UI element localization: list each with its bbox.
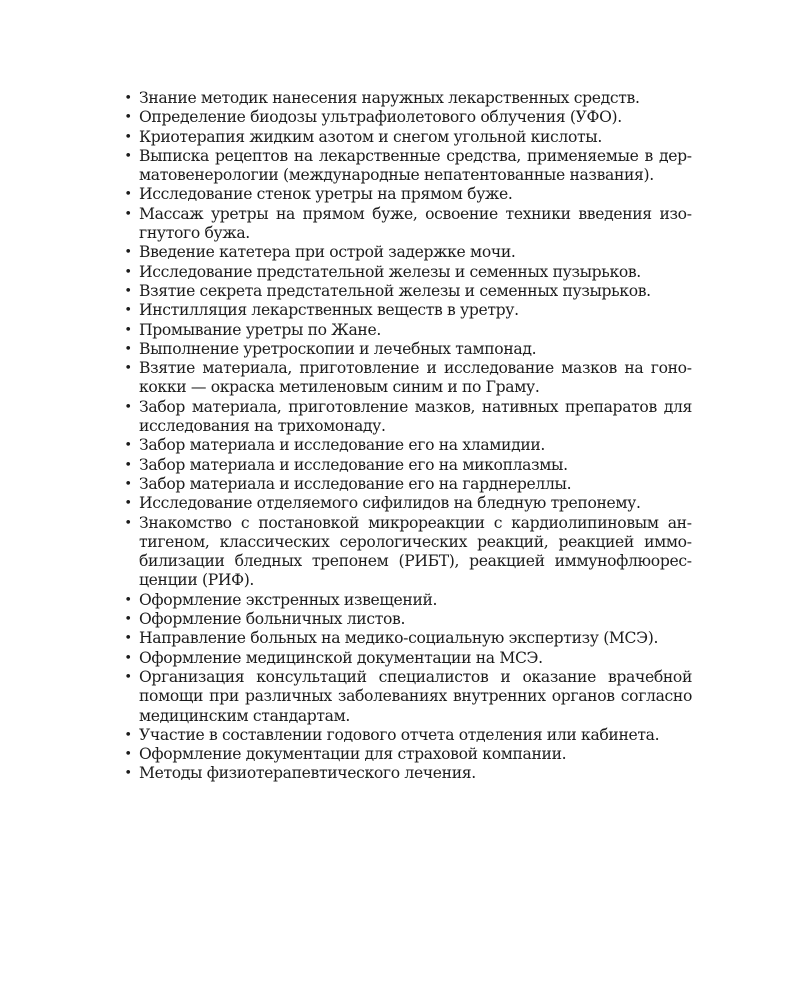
list-item bbox=[121, 514, 692, 591]
list-item-text: Взятие материала, приготовление и исследование мазков на гонококки — окраска метиленовым синим и по Граму. bbox=[139, 359, 692, 397]
list-item bbox=[121, 108, 692, 127]
list-item bbox=[121, 745, 692, 764]
list-item-text: Выполнение уретроскопии и лечебных тампонад. bbox=[139, 339, 537, 358]
list-item-text: Криотерапия жидким азотом и снегом угольной кислоты. bbox=[139, 127, 602, 146]
list-item-text: Методы физиотерапевтического лечения. bbox=[139, 764, 476, 783]
bullet-icon: • bbox=[124, 438, 132, 454]
list-item-text: Оформление медицинской документации на МСЭ. bbox=[139, 648, 543, 667]
bullet-icon: • bbox=[124, 264, 132, 280]
bullet-icon: • bbox=[124, 341, 132, 357]
list-item bbox=[121, 243, 692, 262]
bullet-icon: • bbox=[124, 283, 132, 299]
list-item bbox=[121, 726, 692, 745]
list-item bbox=[121, 359, 692, 398]
list-item bbox=[121, 398, 692, 437]
list-item-text: Знание методик нанесения наружных лекарственных средств. bbox=[139, 89, 640, 107]
bullet-icon: • bbox=[124, 747, 132, 763]
list-item-text: Забор материала и исследование его на микоплазмы. bbox=[139, 455, 568, 474]
list-item bbox=[121, 610, 692, 629]
bullet-icon: • bbox=[124, 303, 132, 319]
bullet-icon: • bbox=[124, 766, 132, 782]
list-item bbox=[121, 494, 692, 513]
list-item-text: Знакомство с постановкой микрореакции с кардиолипиновым антигеном, классических серологических реакций, реакцией иммобилизации бледных трепонем (РИБТ), реакцией иммунофлюоресценции (РИФ). bbox=[139, 513, 692, 590]
list-item bbox=[121, 147, 692, 186]
list-item-text: Взятие секрета предстательной железы и семенных пузырьков. bbox=[139, 281, 651, 300]
bullet-icon: • bbox=[124, 515, 132, 531]
list-item bbox=[121, 649, 692, 668]
list-item bbox=[121, 205, 692, 244]
list-item bbox=[121, 301, 692, 320]
bullet-icon: • bbox=[124, 612, 132, 628]
list-item-text: Массаж уретры на прямом буже, освоение техники введения изогнутого бужа. bbox=[139, 204, 692, 243]
list-item bbox=[121, 591, 692, 610]
bullet-icon: • bbox=[124, 457, 132, 473]
list-item-text: Оформление больничных листов. bbox=[139, 610, 406, 629]
list-item-text: Участие в составлении годового отчета отделения или кабинета. bbox=[139, 725, 660, 744]
bullet-icon: • bbox=[124, 187, 132, 203]
bullet-icon: • bbox=[124, 206, 132, 222]
bullet-icon: • bbox=[124, 91, 132, 106]
list-item-text: Исследование стенок уретры на прямом буже. bbox=[139, 185, 513, 204]
bullet-icon: • bbox=[124, 496, 132, 512]
bullet-icon: • bbox=[124, 631, 132, 647]
list-item bbox=[121, 629, 692, 648]
list-item bbox=[121, 764, 692, 783]
list-item-text: Забор материала, приготовление мазков, нативных препаратов для исследования на трихомонаду. bbox=[139, 397, 692, 436]
list-item bbox=[121, 436, 692, 455]
bullet-icon: • bbox=[124, 129, 132, 145]
list-item-text: Направление больных на медико-социальную экспертизу (МСЭ). bbox=[139, 629, 659, 648]
list-item-text: Выписка рецептов на лекарственные средства, применяемые в дерматовенерологии (международные непатентованные названия). bbox=[139, 146, 692, 185]
bullet-icon: • bbox=[124, 592, 132, 608]
list-item-text: Исследование предстательной железы и семенных пузырьков. bbox=[139, 262, 641, 281]
bullet-icon: • bbox=[124, 245, 132, 261]
bullet-icon: • bbox=[124, 476, 132, 492]
bullet-icon: • bbox=[124, 148, 132, 164]
list-item-text: Оформление экстренных извещений. bbox=[139, 590, 438, 609]
bullet-icon: • bbox=[124, 727, 132, 743]
bullet-icon: • bbox=[124, 650, 132, 666]
list-item-text: Исследование отделяемого сифилидов на бледную трепонему. bbox=[139, 494, 641, 513]
list-item-text: Забор материала и исследование его на гарднереллы. bbox=[139, 474, 572, 493]
list-item bbox=[121, 89, 692, 108]
list-item-text: Организация консультаций специалистов и оказание врачебной помощи при различных заболеваниях внутренних органов согласно медицинским стандартам. bbox=[139, 667, 692, 725]
list-item bbox=[121, 475, 692, 494]
list-item bbox=[121, 668, 692, 726]
list-item bbox=[121, 128, 692, 147]
list-item bbox=[121, 282, 692, 301]
bullet-icon: • bbox=[124, 361, 132, 377]
list-item-text: Промывание уретры по Жане. bbox=[139, 320, 381, 339]
list-item bbox=[121, 340, 692, 359]
list-item-text: Инстилляция лекарственных веществ в уретру. bbox=[139, 301, 519, 320]
bullet-icon: • bbox=[124, 399, 132, 415]
list-item bbox=[121, 263, 692, 282]
list-item bbox=[121, 321, 692, 340]
bullet-icon: • bbox=[124, 110, 132, 126]
bullet-icon: • bbox=[124, 669, 132, 685]
list-item-text: Забор материала и исследование его на хламидии. bbox=[139, 436, 546, 455]
skills-list bbox=[121, 89, 692, 784]
list-item bbox=[121, 456, 692, 475]
list-item-text: Введение катетера при острой задержке мочи. bbox=[139, 243, 516, 262]
bullet-icon: • bbox=[124, 322, 132, 338]
list-item-text: Оформление документации для страховой компании. bbox=[139, 745, 567, 764]
list-item-text: Определение биодозы ультрафиолетового облучения (УФО). bbox=[139, 108, 622, 127]
list-item bbox=[121, 185, 692, 204]
